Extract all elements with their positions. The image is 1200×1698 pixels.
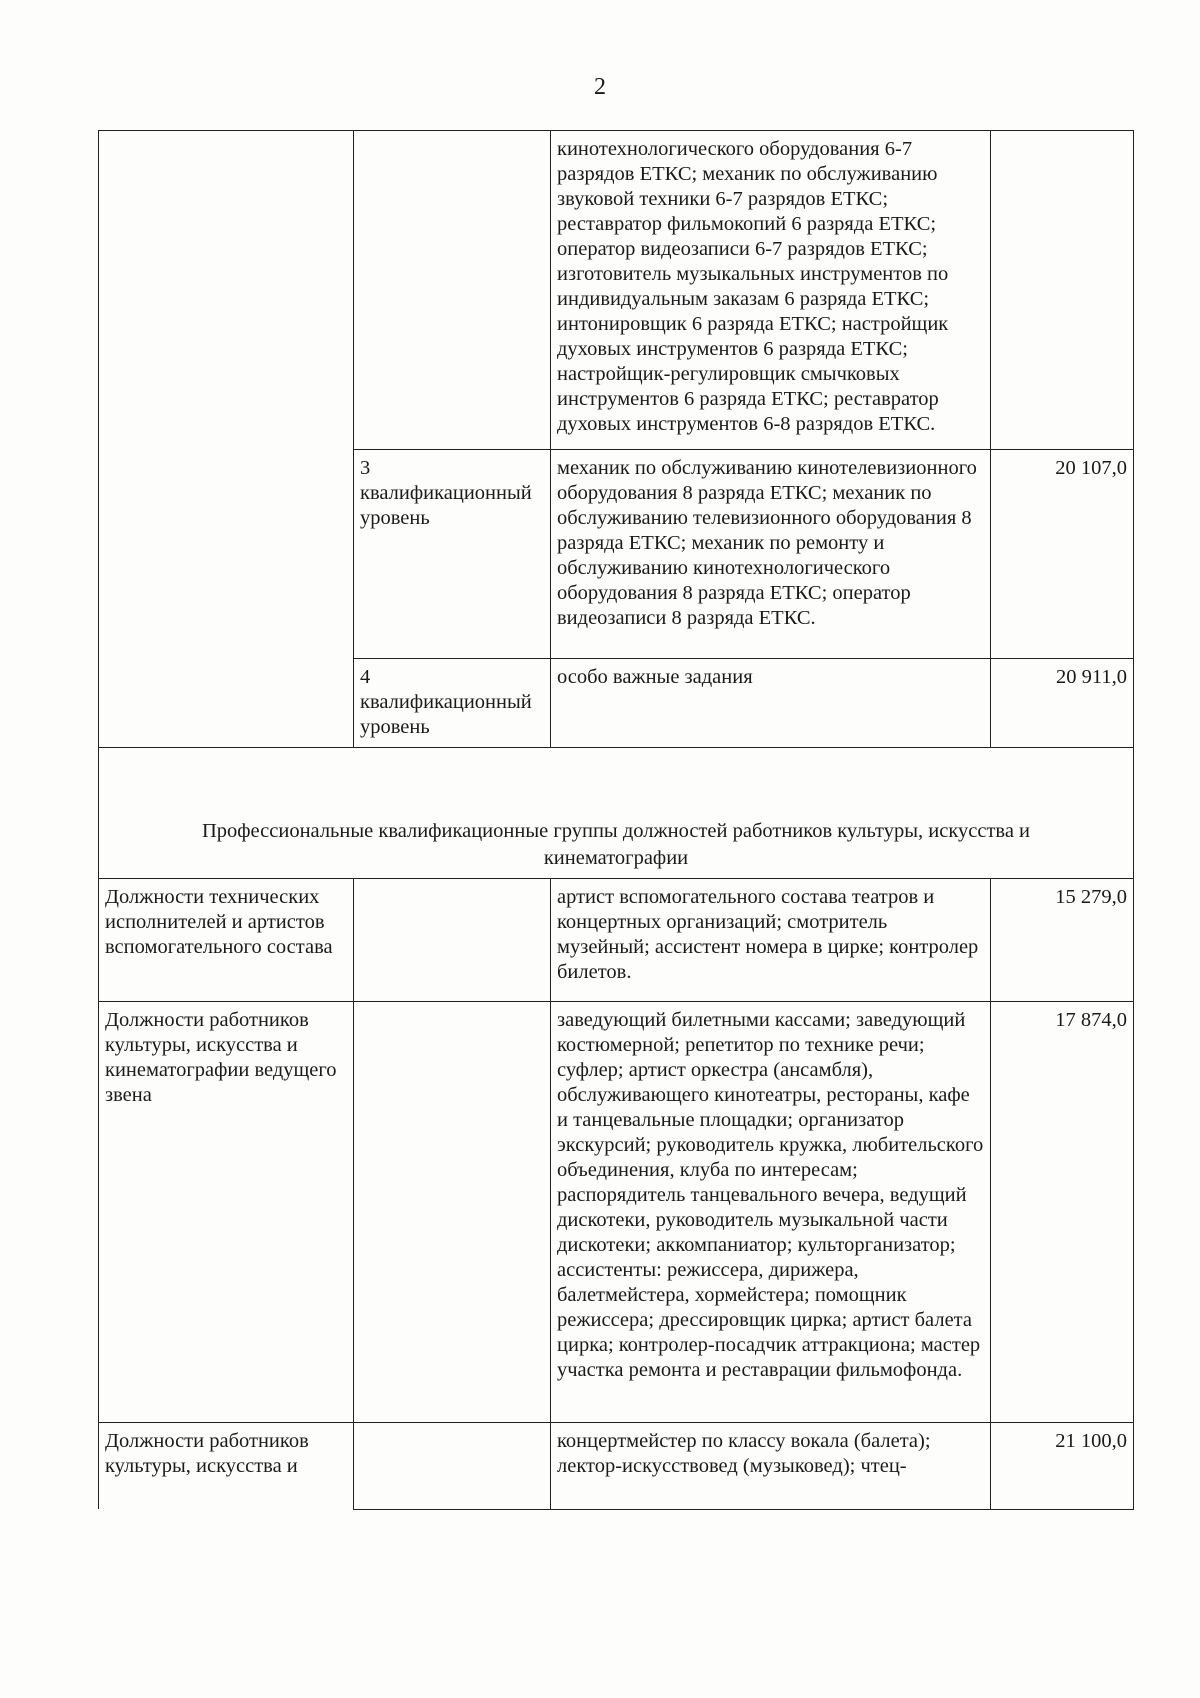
table-row <box>99 1423 1134 1510</box>
page-number: 2 <box>594 74 606 100</box>
group-cell: Должности работников культуры, искусства и <box>99 1423 354 1510</box>
positions-cell: концертмейстер по классу вокала (балета); лектор-искусствовед (музыковед); чтец- <box>551 1423 991 1510</box>
level-cell: 3 квалификационный уровень <box>354 450 551 659</box>
positions-cell: артист вспомогательного состава театров и концертных организаций; смотритель музейный; ассистент номера в цирке; контролер билетов. <box>551 879 991 1002</box>
group-cell: Должности работников культуры, искусства и кинематографии ведущего звена <box>99 1002 354 1423</box>
salary-cell: 21 100,0 <box>991 1423 1134 1510</box>
group-cell <box>99 131 354 748</box>
table-row <box>99 1002 1134 1423</box>
level-cell <box>354 879 551 1002</box>
positions-cell: механик по обслуживанию кинотелевизионного оборудования 8 разряда ЕТКС; механик по обслуживанию телевизионного оборудования 8 разряда ЕТКС; механик по ремонту и обслуживанию кинотехнологического оборудования 8 разряда ЕТКС; оператор видеозаписи 8 разряда ЕТКС. <box>551 450 991 659</box>
salary-cell: 20 107,0 <box>991 450 1134 659</box>
section-heading: Профессиональные квалификационные группы должностей работников культуры, искусства и кинематографии <box>99 748 1134 879</box>
table-row <box>99 131 1134 450</box>
table-row <box>99 879 1134 1002</box>
positions-cell: кинотехнологического оборудования 6-7 разрядов ЕТКС; механик по обслуживанию звуковой техники 6-7 разрядов ЕТКС; реставратор фильмокопий 6 разряда ЕТКС; оператор видеозаписи 6-7 разрядов ЕТКС; изготовитель музыкальных инструментов по индивидуальным заказам 6 разряда ЕТКС; интонировщик 6 разряда ЕТКС; настройщик духовых инструментов 6 разряда ЕТКС; настройщик-регулировщик смычковых инструментов 6 разряда ЕТКС; реставратор духовых инструментов 6-8 разрядов ЕТКС. <box>551 131 991 450</box>
salary-cell: 17 874,0 <box>991 1002 1134 1423</box>
level-cell: 4 квалификационный уровень <box>354 659 551 748</box>
positions-cell: особо важные задания <box>551 659 991 748</box>
salary-table <box>98 130 1134 1510</box>
table-row <box>99 748 1134 879</box>
salary-cell: 20 911,0 <box>991 659 1134 748</box>
level-cell <box>354 1002 551 1423</box>
level-cell <box>354 1423 551 1510</box>
group-cell: Должности технических исполнителей и артистов вспомогательного состава <box>99 879 354 1002</box>
positions-cell: заведующий билетными кассами; заведующий костюмерной; репетитор по технике речи; суфлер; артист оркестра (ансамбля), обслуживающего кинотеатры, рестораны, кафе и танцевальные площадки; организатор экскурсий; руководитель кружка, любительского объединения, клуба по интересам; распорядитель танцевального вечера, ведущий дискотеки, руководитель музыкальной части дискотеки; аккомпаниатор; культорганизатор; ассистенты: режиссера, дирижера, балетмейстера, хормейстера; помощник режиссера; дрессировщик цирка; артист балета цирка; контролер-посадчик аттракциона; мастер участка ремонта и реставрации фильмофонда. <box>551 1002 991 1423</box>
salary-cell <box>991 131 1134 450</box>
level-cell <box>354 131 551 450</box>
salary-cell: 15 279,0 <box>991 879 1134 1002</box>
